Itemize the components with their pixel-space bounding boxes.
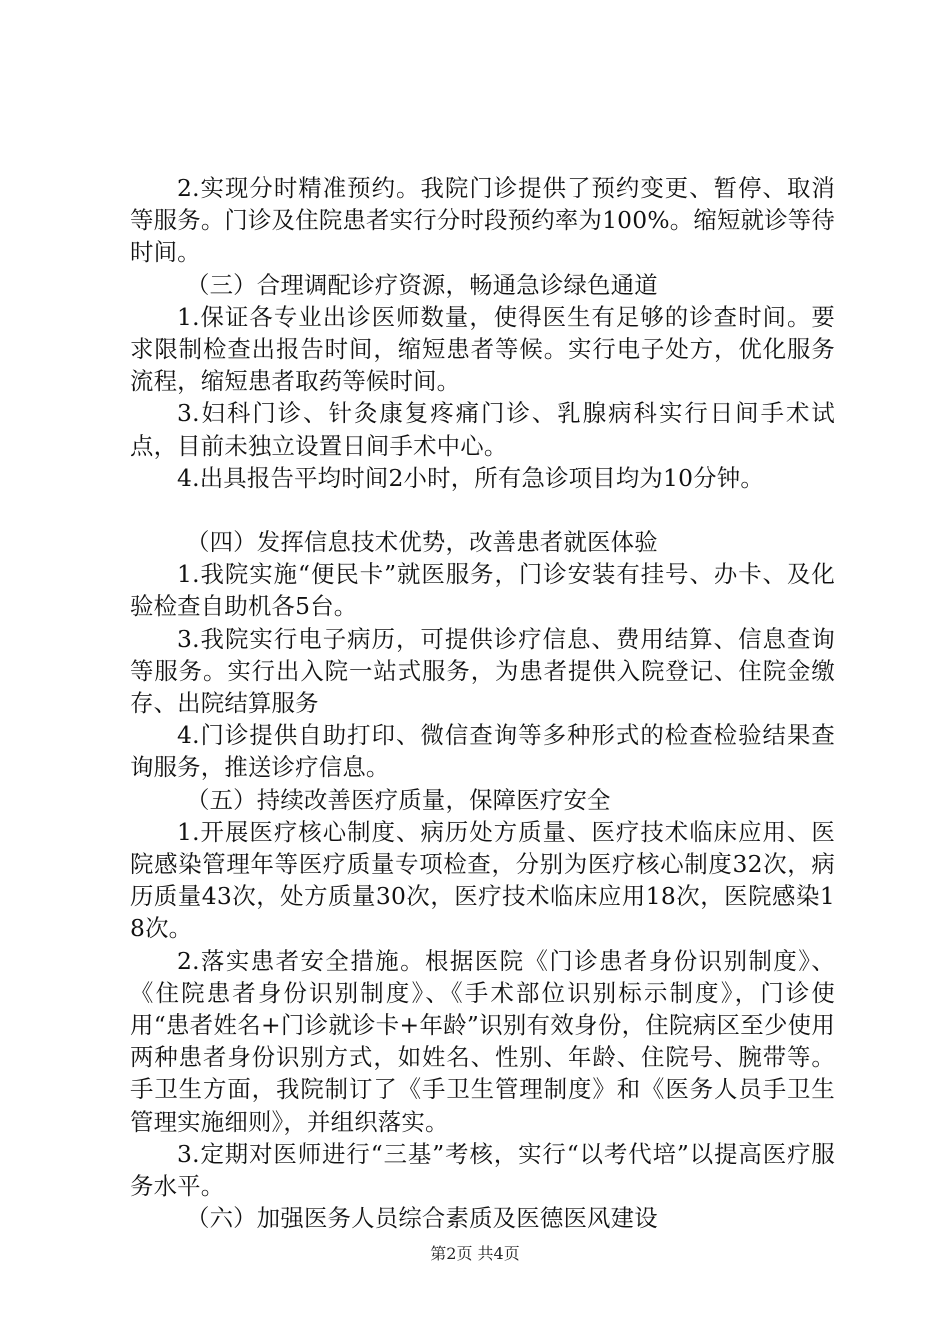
document-body [130, 172, 835, 1235]
blank-line [130, 494, 835, 526]
paragraph-day-surgery: 3.妇科门诊、针灸康复疼痛门诊、乳腺病科实行日间手术试点，目前未独立设置日间手术中心。 [130, 399, 835, 460]
section-heading-5: （五）持续改善医疗质量，保障医疗安全 [186, 785, 611, 814]
paragraph-doctors: 1.保证各专业出诊医师数量，使得医生有足够的诊查时间。要求限制检查出报告时间，缩短患者等候。实行电子处方，优化服务流程，缩短患者取药等候时间。 [130, 302, 835, 396]
section-heading-3: （三）合理调配诊疗资源，畅通急诊绿色通道 [186, 270, 658, 299]
paragraph-appointment: 2.实现分时精准预约。我院门诊提供了预约变更、暂停、取消等服务。门诊及住院患者实行分时段预约率为100%。缩短就诊等待时间。 [130, 174, 835, 267]
section-heading-6: （六）加强医务人员综合素质及医德医风建设 [186, 1204, 658, 1233]
paragraph-report-time: 4.出具报告平均时间2小时，所有急诊项目均为10分钟。 [177, 463, 764, 492]
paragraph-quality-checks: 1.开展医疗核心制度、病历处方质量、医疗技术临床应用、医院感染管理年等医疗质量专项检查，分别为医疗核心制度32次，病历质量43次，处方质量30次，医疗技术临床应用18次，医院感染18次。 [130, 817, 835, 943]
page-footer: 第2页 共4页 [430, 1244, 520, 1263]
paragraph-emr: 3.我院实行电子病历，可提供诊疗信息、费用结算、信息查询等服务。实行出入院一站式服务，为患者提供入院登记、住院金缴存、出院结算服务 [130, 624, 835, 718]
paragraph-three-basics: 3.定期对医师进行“三基”考核，实行“以考代培”以提高医疗服务水平。 [130, 1139, 835, 1201]
paragraph-convenience-card: 1.我院实施“便民卡”就医服务，门诊安装有挂号、办卡、及化验检查自助机各5台。 [130, 560, 835, 621]
section-heading-4: （四）发挥信息技术优势，改善患者就医体验 [186, 528, 658, 557]
paragraph-self-print: 4.门诊提供自助打印、微信查询等多种形式的检查检验结果查询服务，推送诊疗信息。 [130, 721, 835, 782]
paragraph-patient-safety: 2.落实患者安全措施。根据医院《门诊患者身份识别制度》、《住院患者身份识别制度》、《手术部位识别标示制度》，门诊使用“患者姓名+门诊就诊卡+年龄”识别有效身份，住院病区至少使用两种患者身份识别方式，如姓名、性别、年龄、住院号、腕带等。手卫生方面，我院制订了《手卫生管理制度》和《医务人员手卫生管理实施细则》，并组织落实。 [130, 946, 835, 1136]
